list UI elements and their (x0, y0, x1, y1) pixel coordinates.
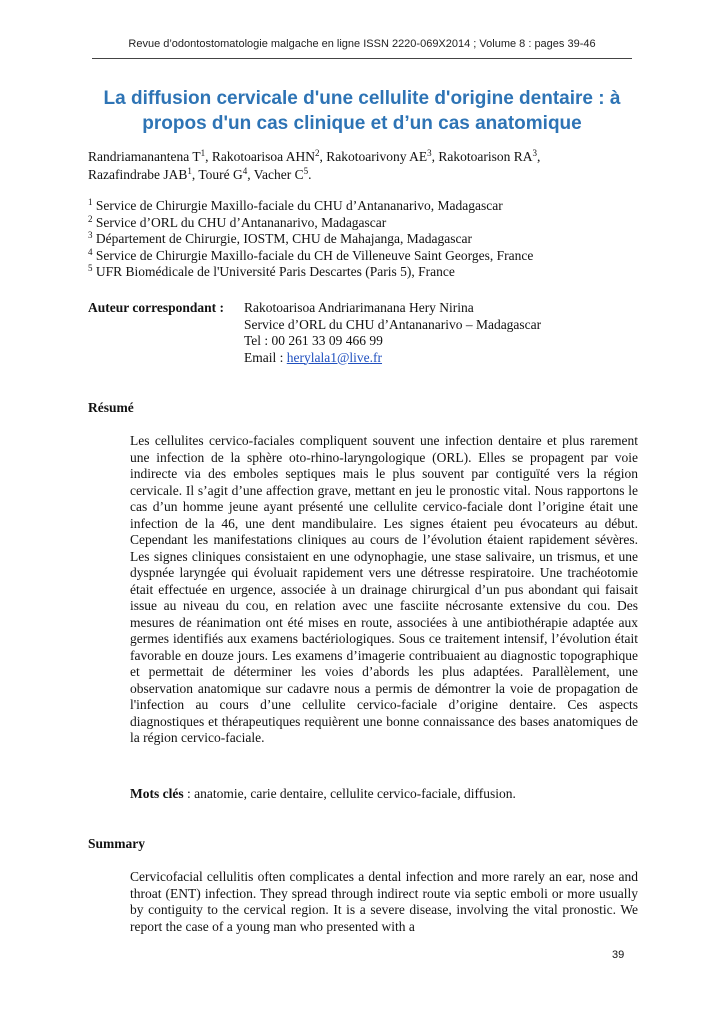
affiliation-item: $^3$ Département de Chirurgie, IOSTM, CHU de Mahajanga, Madagascar (88, 230, 473, 246)
corresponding-author-tel: Tel : 00 261 33 09 466 99 (244, 333, 383, 348)
author-5: Razafindrabe JAB$^1$, (88, 166, 199, 182)
affiliation-item: $^4$ Service de Chirurgie Maxillo-faciale du CH de Villeneuve Saint Georges, France (88, 246, 534, 263)
corresponding-author-block (88, 300, 648, 366)
header-rule (92, 58, 632, 59)
corresponding-author-name: Rakotoarisoa Andriarimanana Hery Nirina (244, 300, 474, 315)
affiliation-item: $^2$ Service d’ORL du CHU d’Antananarivo, Madagascar (88, 213, 387, 230)
author-list (88, 148, 648, 184)
resume-heading: Résumé (88, 400, 134, 415)
page-number: 39 (612, 949, 625, 961)
affiliation-list (88, 198, 648, 281)
title-line-1: La diffusion cervicale d'une cellulite d'origine dentaire : à (103, 88, 621, 109)
email-link[interactable]: herylala1@live.fr (286, 349, 383, 365)
summary-heading: Summary (88, 836, 145, 851)
title-line-2: propos d'un cas clinique et d’un cas anatomique (142, 113, 582, 134)
journal-header: Revue d’odontostomatologie malgache en ligne ISSN 2220-069X2014 ; Volume 8 : pages 39-46 (128, 38, 596, 50)
affiliation-item: $^1$ Service de Chirurgie Maxillo-faciale du CHU d’Antananarivo, Madagascar (88, 197, 503, 213)
keywords-line (130, 786, 638, 803)
keywords-text: : anatomie, carie dentaire, cellulite cervico-faciale, diffusion. (183, 786, 516, 801)
author-7: Vacher $C^5$. (253, 166, 312, 182)
author-2: Rakotoarisoa AHN$^2$, (211, 148, 327, 164)
resume-text: Les cellulites cervico-faciales compliquent souvent une infection dentaire et plus rarement une infection de la sphère oto-rhino-laryngologique (ORL). Elles se propagent par voie indirecte via des emboles septiques mais le plus souvent par contiguïté vers la région cervicale. Il s’agit d’une affection grave, mettant en jeu le pronostic vital. Nous rapportons le cas d’un homme jeune ayant présenté une cellulite cervico-faciale dont l’origine était une infection de la 46, une dent mandibulaire. Les signes étaient peu évocateurs au début. Cependant les manifestations cliniques au cours de l’évolution étaient rapidement sévères. Les signes cliniques consistaient en une odynophagie, une stase salivaire, un trismus, et une dyspnée laryngée qui évoluait rapidement vers une détresse respiratoire. Une trachéotomie était effectuée en urgence, associée à un drainage chirurgical d’un pus abondant qui faisait issue au niveau du cou, en relation avec une fasciite nécrosante extensive du cou. Des mesures de réanimation ont été mises en route, associées à une antibiothérapie adaptée aux germes identifiés aux examens bactériologiques. Sous ce traitement intensif, l’évolution était favorable en douze jours. Les examens d’imagerie contribuaient au diagnostic topographique et permettait de déterminer les voies d’abords les plus adaptées. Parallèlement, une observation anatomique sur cadavre nous a permis de démontrer la voie de propagation de l'infection au cours d’une cellulite cervico-faciale d’origine dentaire. Ces aspects diagnostiques et thérapeutiques requièrent une bonne connaissance des bases anatomiques de la région cervico-faciale. (130, 433, 638, 745)
author-6: Touré $G^4$, (198, 166, 254, 182)
keywords-label: Mots clés (130, 786, 184, 801)
author-4: Rakotoarison $RA^3$, (438, 148, 541, 164)
affiliation-item: $^5$ UFR Biomédicale de l'Université Paris Descartes (Paris 5), France (88, 263, 455, 279)
email-label: Email : (244, 349, 287, 365)
article-title (60, 86, 664, 136)
summary-text: Cervicofacial cellulitis often complicates a dental infection and more rarely an ear, nose and throat (ENT) infection. They spread through indirect route via septic emboli or more usually by contiguity to the cervical region. It is a severe disease, involving the vital pronostic. We report the case of a young man who presented with a (130, 869, 638, 934)
author-3: Rakotoarivony $AE^3$, (326, 148, 439, 164)
corresponding-author-label: Auteur correspondant : (88, 300, 225, 315)
corresponding-author-service: Service d’ORL du CHU d’Antananarivo – Madagascar (244, 316, 542, 332)
author-1: Randriamanantena $T^1$, (88, 148, 212, 164)
